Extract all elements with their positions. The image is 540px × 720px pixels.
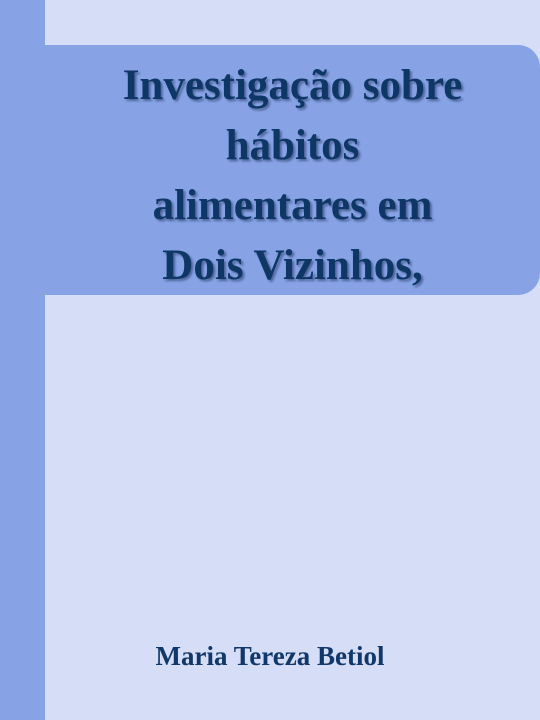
book-title-line-2: hábitos <box>225 122 360 169</box>
book-title <box>45 56 540 296</box>
book-author: Maria Tereza Betiol <box>155 641 385 671</box>
cover-spine-band <box>0 0 45 720</box>
book-title-line-4: Dois Vizinhos, <box>162 242 423 289</box>
book-title-line-3: alimentares em <box>152 182 433 229</box>
book-title-line-1: Investigação sobre <box>122 62 463 109</box>
